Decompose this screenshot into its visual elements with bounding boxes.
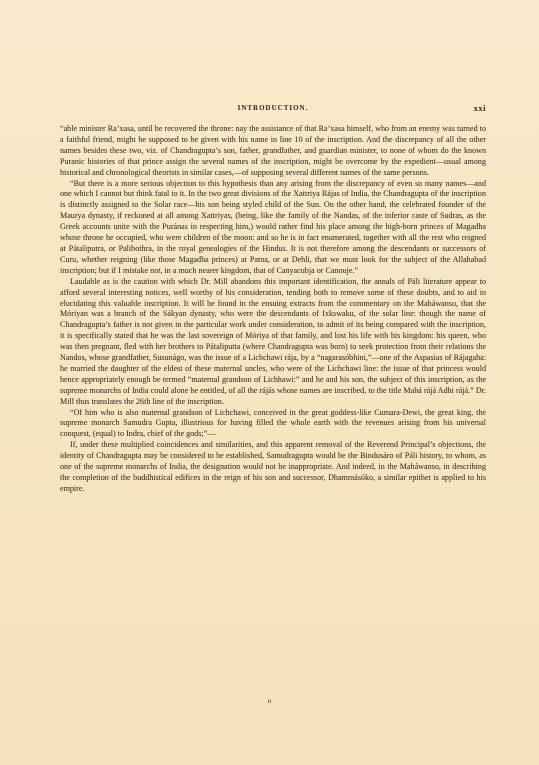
paragraph: If, under these multiplied coincidences and similarities, and this apparent removal of the Reverend Principal’s objections, the identity of Chandragupta may be considered to be established, Samudragupta would be the Bindusáro of Páli history, to whom, as one of the supreme monarchs of India, the designation would not be inappropriate. And indeed, in the Maháwanso, in describing the completion of the buddhistical edifices in the reign of his son and successor, Dhammásóko, a similar epithet is applied to his empire. — [60, 440, 486, 493]
page-number: xxi — [473, 103, 486, 113]
running-head: INTRODUCTION. — [237, 104, 309, 112]
paragraph: Laudable as is the caution with which Dr. Mill abandons this important identification, the annals of Páli literature appear to afford several interesting notices, well worthy of his consideration, tending both to remove some of these doubts, and to aid in elucidating this valuable inscription. It will be found in the ensuing extracts from the commentary on the Maháwanso, that the Móriyan was a branch of the Sákyan dynasty, who were the descendants of Ixkswaku, of the solar line: though the name of Chandragupta’s father is not given in the particular work under consideration, to admit of its being compared with the inscription, it is specifically stated that he was the last sovereign of Móriya of that family, and lost his life with his kingdom: his queen, who was then pregnant, fled with her brothers to Pátaliputta (where Chandragupta was born) to seek protection from their relations the Nandos, whose grandfather, Susunágo, was the issue of a Lichchawi rája, by a “nagarasóbhini,”—one of the Aspasias of Rájagaha: he married the daughter of the eldest of these maternal uncles, who were of the Lichchawi line: the issue of that princess would hence appropriately enough be termed “maternal grandson of Lichhawi:” and he and his son, the subject of this inscription, as the supreme monarchs of India could alone be entitled, of all the rájás whose names are inscribed, to the title Mahá rájá Adhi rájá.” Dr. Mill thus translates the 26th line of the inscription. — [60, 276, 486, 406]
page-header — [60, 104, 486, 116]
page-mark: o — [267, 697, 272, 705]
paragraph: “Of him who is also maternal grandson of Lichchawi, conceived in the great goddess-like Cumara-Dewi, the great king, the supreme monarch Samudra Gupta, illustrious for having filled the whole earth with the revenues arising from his universal conquest, (equal) to Indra, chief of the gods;”— — [60, 407, 486, 439]
body-text — [60, 124, 486, 495]
paragraph: “But there is a more serious objection to this hypothesis than any arising from the discrepancy of even so many names—and one which I cannot but think fatal to it. In the two great divisions of the Xattriya Rájas of India, the Chandragupta of the inscription is distinctly assigned to the Solar race—his son being styled child of the Sun. On the other hand, the celebrated founder of the Maurya dynasty, if reckoned at all among Xattriyas, (being, like the family of the Nandas, of the inferior caste of Sudras, as the Greek accounts unite with the Puránas in respecting him,) would rather find his place among the high-born princes of Magadha whose throne he occupied, who were children of the moon: and so he is in fact enumerated, together with all the rest who reigned at Pátaliputra, or Palibothra, in the royal genealogies of the Hindus. It is not therefore among the descendants or successors of Curu, whether reigning (like those Magadha princes) at Patna, or at Dehli, that we must look for the subject of the Allahabad inscription; but if I mistake not, in a much nearer kingdom, that of Canyacubja or Canouje.” — [60, 178, 486, 275]
paragraph: “able minister Ra’xasa, until he recovered the throne: nay the assistance of that Ra’xasa himself, who from an enemy was turned to a faithful friend, might be supposed to be given with his name in line 10 of the inscription. And the discrepancy of all the other names besides these two, viz. of Chandragupta’s son, father, grandfather, and guardian minister, to none of whom do the known Puranic histories of that prince assign the several names of the inscription, might be overcome by the expedient—usual among historical and chronological theorists in similar cases,—of supposing several different names of the same persons. — [60, 124, 486, 177]
